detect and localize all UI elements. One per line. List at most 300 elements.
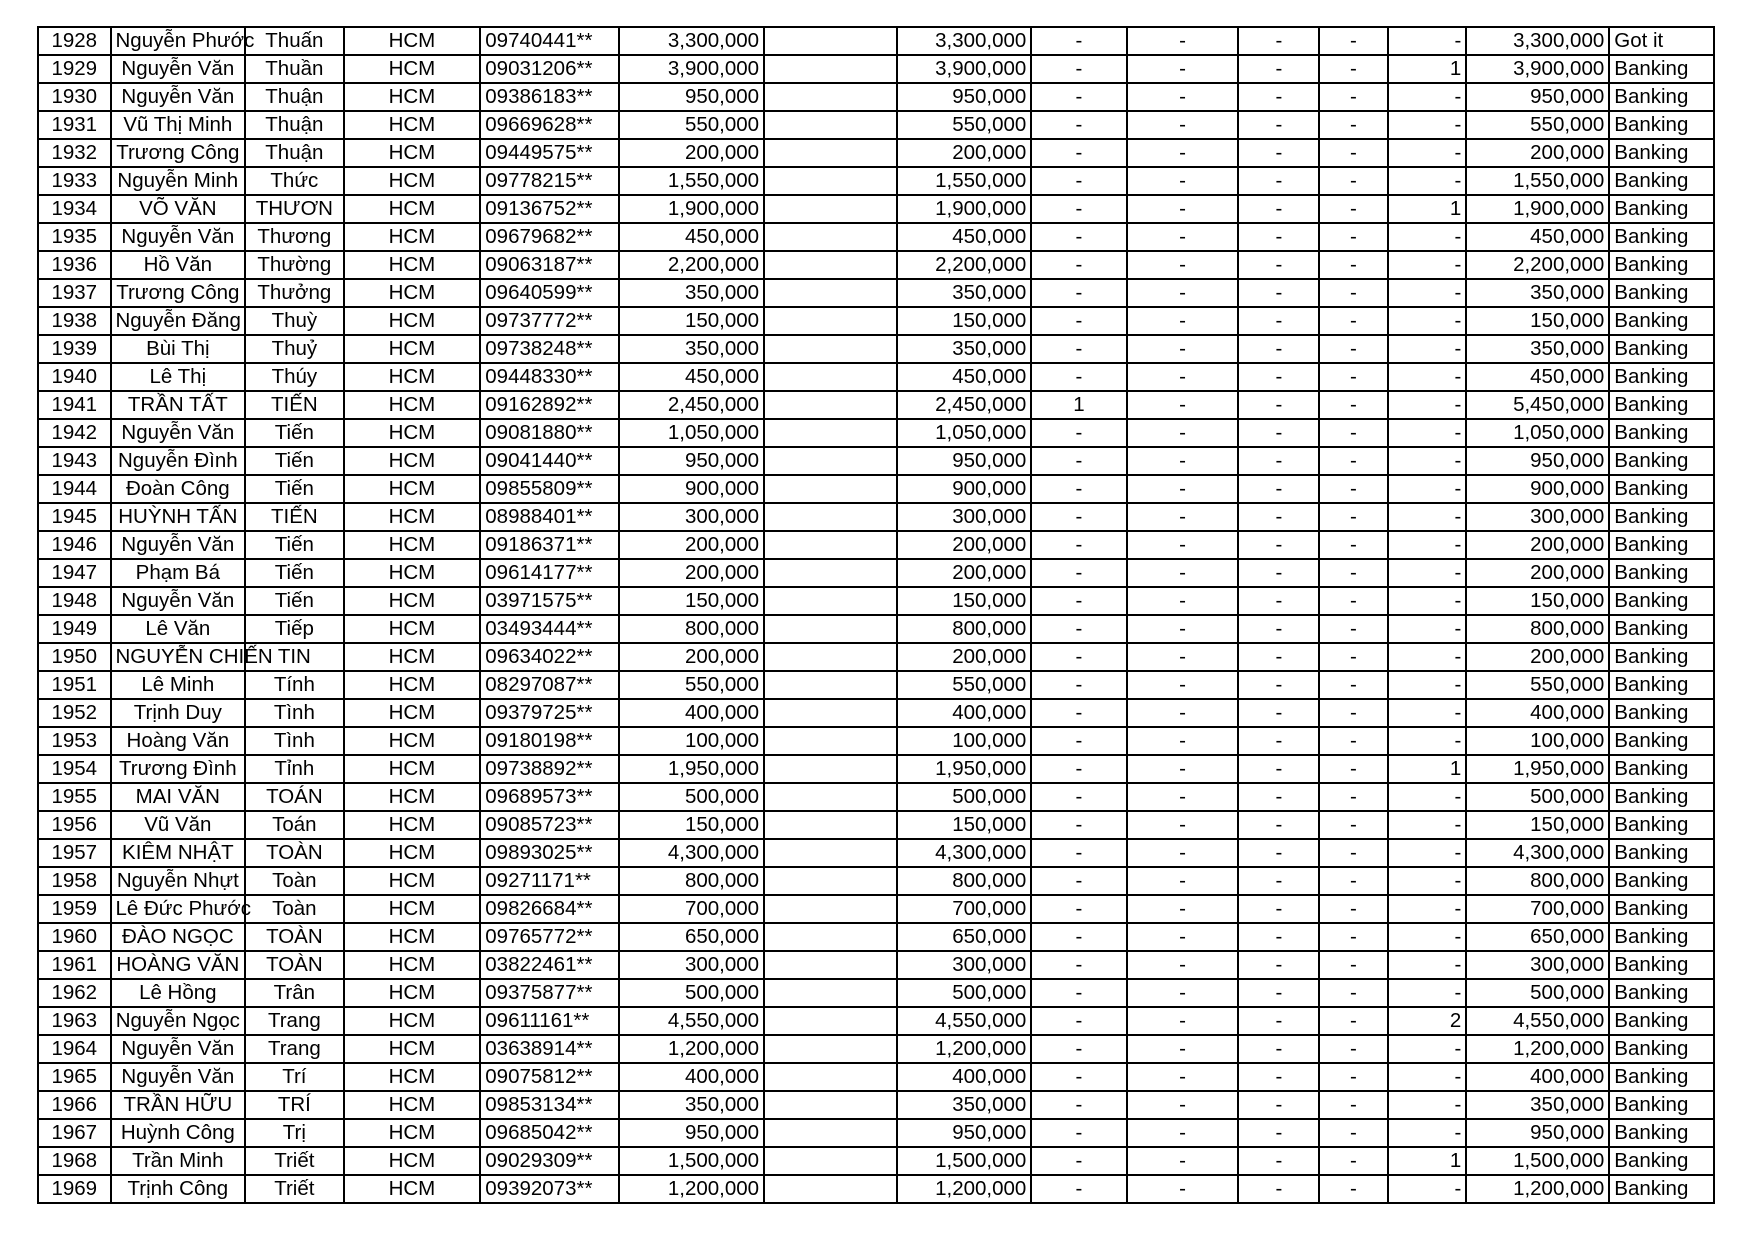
first-name-cell: Thuận (245, 83, 343, 111)
count-d-cell: - (1319, 167, 1387, 195)
amount-cell: 400,000 (619, 699, 764, 727)
phone-cell: 09041440** (480, 447, 619, 475)
count-a-cell: - (1031, 867, 1126, 895)
count-e-cell: 2 (1388, 1007, 1467, 1035)
count-b-cell: - (1127, 55, 1239, 83)
count-c-cell: - (1238, 559, 1319, 587)
table-row (38, 1063, 1714, 1091)
count-e-cell: 1 (1388, 55, 1467, 83)
phone-cell: 09075812** (480, 1063, 619, 1091)
middle-name-cell: HUỲNH TẤN (111, 503, 246, 531)
phone-cell: 09740441** (480, 27, 619, 55)
city-cell: HCM (344, 27, 481, 55)
row-number-cell: 1944 (38, 475, 111, 503)
grand-total-cell: 300,000 (1466, 951, 1609, 979)
table-row (38, 307, 1714, 335)
count-e-cell: 1 (1388, 755, 1467, 783)
count-a-cell: - (1031, 223, 1126, 251)
table-row (38, 251, 1714, 279)
count-e-cell: - (1388, 811, 1467, 839)
count-c-cell: - (1238, 979, 1319, 1007)
count-d-cell: - (1319, 895, 1387, 923)
first-name-cell: TIẾN (245, 391, 343, 419)
count-b-cell: - (1127, 1147, 1239, 1175)
count-a-cell: - (1031, 1175, 1126, 1203)
middle-name-cell: Lê Thị (111, 363, 246, 391)
city-cell: HCM (344, 1119, 481, 1147)
first-name-cell: Thuần (245, 55, 343, 83)
count-d-cell: - (1319, 1063, 1387, 1091)
grand-total-cell: 950,000 (1466, 1119, 1609, 1147)
total-amount-cell: 800,000 (897, 615, 1032, 643)
grand-total-cell: 800,000 (1466, 615, 1609, 643)
grand-total-cell: 700,000 (1466, 895, 1609, 923)
payment-method-cell: Banking (1609, 1007, 1714, 1035)
count-b-cell: - (1127, 1035, 1239, 1063)
count-b-cell: - (1127, 811, 1239, 839)
amount-cell: 1,900,000 (619, 195, 764, 223)
count-b-cell: - (1127, 251, 1239, 279)
total-amount-cell: 2,200,000 (897, 251, 1032, 279)
phone-cell: 09669628** (480, 111, 619, 139)
city-cell: HCM (344, 55, 481, 83)
amount-cell: 500,000 (619, 979, 764, 1007)
count-d-cell: - (1319, 419, 1387, 447)
count-d-cell: - (1319, 55, 1387, 83)
middle-name-cell: Trương Công (111, 139, 246, 167)
blank-cell (764, 755, 897, 783)
count-b-cell: - (1127, 195, 1239, 223)
table-row (38, 419, 1714, 447)
count-b-cell: - (1127, 307, 1239, 335)
first-name-cell: TRÍ (245, 1091, 343, 1119)
row-number-cell: 1966 (38, 1091, 111, 1119)
row-number-cell: 1967 (38, 1119, 111, 1147)
count-d-cell: - (1319, 923, 1387, 951)
amount-cell: 350,000 (619, 1091, 764, 1119)
first-name-cell: TIN (245, 643, 343, 671)
count-b-cell: - (1127, 531, 1239, 559)
blank-cell (764, 27, 897, 55)
count-e-cell: - (1388, 979, 1467, 1007)
grand-total-cell: 3,300,000 (1466, 27, 1609, 55)
city-cell: HCM (344, 475, 481, 503)
first-name-cell: Trị (245, 1119, 343, 1147)
row-number-cell: 1928 (38, 27, 111, 55)
count-a-cell: - (1031, 643, 1126, 671)
count-c-cell: - (1238, 251, 1319, 279)
row-number-cell: 1938 (38, 307, 111, 335)
grand-total-cell: 1,200,000 (1466, 1035, 1609, 1063)
amount-cell: 1,050,000 (619, 419, 764, 447)
city-cell: HCM (344, 83, 481, 111)
grand-total-cell: 200,000 (1466, 139, 1609, 167)
count-e-cell: - (1388, 475, 1467, 503)
count-a-cell: - (1031, 727, 1126, 755)
table-row (38, 111, 1714, 139)
middle-name-cell: Trương Công (111, 279, 246, 307)
middle-name-cell: Nguyễn Văn (111, 223, 246, 251)
phone-cell: 09031206** (480, 55, 619, 83)
middle-name-cell: Lê Minh (111, 671, 246, 699)
city-cell: HCM (344, 111, 481, 139)
count-e-cell: - (1388, 139, 1467, 167)
city-cell: HCM (344, 223, 481, 251)
payment-method-cell: Banking (1609, 1175, 1714, 1203)
count-c-cell: - (1238, 139, 1319, 167)
count-a-cell: - (1031, 811, 1126, 839)
count-e-cell: - (1388, 587, 1467, 615)
count-d-cell: - (1319, 839, 1387, 867)
total-amount-cell: 4,300,000 (897, 839, 1032, 867)
count-a-cell: 1 (1031, 391, 1126, 419)
amount-cell: 200,000 (619, 531, 764, 559)
payment-method-cell: Banking (1609, 727, 1714, 755)
payment-method-cell: Banking (1609, 391, 1714, 419)
city-cell: HCM (344, 951, 481, 979)
payment-method-cell: Banking (1609, 1063, 1714, 1091)
count-b-cell: - (1127, 27, 1239, 55)
grand-total-cell: 900,000 (1466, 475, 1609, 503)
count-c-cell: - (1238, 363, 1319, 391)
payment-method-cell: Banking (1609, 1035, 1714, 1063)
count-c-cell: - (1238, 811, 1319, 839)
count-d-cell: - (1319, 223, 1387, 251)
count-e-cell: - (1388, 895, 1467, 923)
blank-cell (764, 979, 897, 1007)
blank-cell (764, 1035, 897, 1063)
count-d-cell: - (1319, 951, 1387, 979)
first-name-cell: Thuấn (245, 27, 343, 55)
payment-method-cell: Banking (1609, 559, 1714, 587)
middle-name-cell: Nguyễn Đăng (111, 307, 246, 335)
grand-total-cell: 450,000 (1466, 223, 1609, 251)
payment-method-cell: Banking (1609, 783, 1714, 811)
data-table (37, 26, 1715, 1204)
blank-cell (764, 671, 897, 699)
count-c-cell: - (1238, 699, 1319, 727)
grand-total-cell: 150,000 (1466, 307, 1609, 335)
first-name-cell: Toàn (245, 867, 343, 895)
count-d-cell: - (1319, 699, 1387, 727)
phone-cell: 09081880** (480, 419, 619, 447)
blank-cell (764, 251, 897, 279)
phone-cell: 09853134** (480, 1091, 619, 1119)
count-e-cell: - (1388, 643, 1467, 671)
total-amount-cell: 550,000 (897, 671, 1032, 699)
count-c-cell: - (1238, 867, 1319, 895)
count-a-cell: - (1031, 951, 1126, 979)
blank-cell (764, 615, 897, 643)
blank-cell (764, 55, 897, 83)
count-a-cell: - (1031, 111, 1126, 139)
blank-cell (764, 587, 897, 615)
amount-cell: 1,200,000 (619, 1175, 764, 1203)
table-row (38, 727, 1714, 755)
grand-total-cell: 200,000 (1466, 559, 1609, 587)
blank-cell (764, 223, 897, 251)
table-row (38, 1035, 1714, 1063)
count-b-cell: - (1127, 335, 1239, 363)
middle-name-cell: HOÀNG VĂN (111, 951, 246, 979)
phone-cell: 09162892** (480, 391, 619, 419)
total-amount-cell: 200,000 (897, 643, 1032, 671)
city-cell: HCM (344, 867, 481, 895)
middle-name-cell: NGUYỄN CHIẾN (111, 643, 246, 671)
payment-method-cell: Banking (1609, 1147, 1714, 1175)
grand-total-cell: 5,450,000 (1466, 391, 1609, 419)
count-d-cell: - (1319, 307, 1387, 335)
blank-cell (764, 811, 897, 839)
middle-name-cell: Vũ Văn (111, 811, 246, 839)
middle-name-cell: Đoàn Công (111, 475, 246, 503)
total-amount-cell: 1,200,000 (897, 1175, 1032, 1203)
table-row (38, 587, 1714, 615)
first-name-cell: Triết (245, 1147, 343, 1175)
count-d-cell: - (1319, 1175, 1387, 1203)
middle-name-cell: Huỳnh Công (111, 1119, 246, 1147)
total-amount-cell: 800,000 (897, 867, 1032, 895)
count-d-cell: - (1319, 503, 1387, 531)
total-amount-cell: 1,050,000 (897, 419, 1032, 447)
phone-cell: 09737772** (480, 307, 619, 335)
grand-total-cell: 500,000 (1466, 979, 1609, 1007)
amount-cell: 950,000 (619, 1119, 764, 1147)
blank-cell (764, 475, 897, 503)
count-e-cell: - (1388, 1119, 1467, 1147)
row-number-cell: 1952 (38, 699, 111, 727)
payment-method-cell: Banking (1609, 699, 1714, 727)
table-row (38, 139, 1714, 167)
count-e-cell: - (1388, 279, 1467, 307)
blank-cell (764, 307, 897, 335)
total-amount-cell: 3,900,000 (897, 55, 1032, 83)
count-c-cell: - (1238, 671, 1319, 699)
table-row (38, 531, 1714, 559)
count-d-cell: - (1319, 251, 1387, 279)
count-e-cell: - (1388, 671, 1467, 699)
total-amount-cell: 200,000 (897, 139, 1032, 167)
count-e-cell: - (1388, 335, 1467, 363)
count-d-cell: - (1319, 587, 1387, 615)
first-name-cell: Tiến (245, 559, 343, 587)
count-e-cell: - (1388, 867, 1467, 895)
row-number-cell: 1935 (38, 223, 111, 251)
total-amount-cell: 1,500,000 (897, 1147, 1032, 1175)
middle-name-cell: Phạm Bá (111, 559, 246, 587)
count-c-cell: - (1238, 839, 1319, 867)
total-amount-cell: 950,000 (897, 447, 1032, 475)
amount-cell: 1,500,000 (619, 1147, 764, 1175)
payment-method-cell: Banking (1609, 895, 1714, 923)
count-b-cell: - (1127, 363, 1239, 391)
blank-cell (764, 1175, 897, 1203)
payment-method-cell: Banking (1609, 335, 1714, 363)
total-amount-cell: 500,000 (897, 783, 1032, 811)
blank-cell (764, 727, 897, 755)
count-b-cell: - (1127, 783, 1239, 811)
blank-cell (764, 1091, 897, 1119)
city-cell: HCM (344, 1175, 481, 1203)
row-number-cell: 1948 (38, 587, 111, 615)
payment-method-cell: Banking (1609, 55, 1714, 83)
grand-total-cell: 400,000 (1466, 1063, 1609, 1091)
blank-cell (764, 531, 897, 559)
grand-total-cell: 400,000 (1466, 699, 1609, 727)
blank-cell (764, 783, 897, 811)
blank-cell (764, 867, 897, 895)
city-cell: HCM (344, 531, 481, 559)
count-d-cell: - (1319, 1119, 1387, 1147)
count-b-cell: - (1127, 83, 1239, 111)
count-d-cell: - (1319, 1147, 1387, 1175)
grand-total-cell: 550,000 (1466, 671, 1609, 699)
row-number-cell: 1946 (38, 531, 111, 559)
blank-cell (764, 335, 897, 363)
grand-total-cell: 4,550,000 (1466, 1007, 1609, 1035)
grand-total-cell: 350,000 (1466, 1091, 1609, 1119)
middle-name-cell: KIÊM NHẬT (111, 839, 246, 867)
row-number-cell: 1955 (38, 783, 111, 811)
count-a-cell: - (1031, 1035, 1126, 1063)
first-name-cell: Thuỷ (245, 335, 343, 363)
first-name-cell: Thưởng (245, 279, 343, 307)
amount-cell: 1,200,000 (619, 1035, 764, 1063)
phone-cell: 09392073** (480, 1175, 619, 1203)
payment-method-cell: Banking (1609, 867, 1714, 895)
grand-total-cell: 450,000 (1466, 363, 1609, 391)
blank-cell (764, 1007, 897, 1035)
count-e-cell: 1 (1388, 195, 1467, 223)
count-d-cell: - (1319, 475, 1387, 503)
first-name-cell: Trân (245, 979, 343, 1007)
count-d-cell: - (1319, 1007, 1387, 1035)
blank-cell (764, 1119, 897, 1147)
table-row (38, 447, 1714, 475)
amount-cell: 3,900,000 (619, 55, 764, 83)
count-e-cell: - (1388, 223, 1467, 251)
middle-name-cell: Nguyễn Văn (111, 587, 246, 615)
first-name-cell: TOÀN (245, 923, 343, 951)
table-row (38, 951, 1714, 979)
count-b-cell: - (1127, 419, 1239, 447)
middle-name-cell: Nguyễn Phước (111, 27, 246, 55)
table-row (38, 643, 1714, 671)
total-amount-cell: 3,300,000 (897, 27, 1032, 55)
first-name-cell: TOÀN (245, 839, 343, 867)
amount-cell: 4,550,000 (619, 1007, 764, 1035)
city-cell: HCM (344, 167, 481, 195)
first-name-cell: Tình (245, 699, 343, 727)
grand-total-cell: 500,000 (1466, 783, 1609, 811)
count-c-cell: - (1238, 1091, 1319, 1119)
row-number-cell: 1965 (38, 1063, 111, 1091)
table-row (38, 279, 1714, 307)
payment-method-cell: Banking (1609, 811, 1714, 839)
payment-method-cell: Banking (1609, 83, 1714, 111)
count-b-cell: - (1127, 587, 1239, 615)
count-b-cell: - (1127, 1175, 1239, 1203)
row-number-cell: 1931 (38, 111, 111, 139)
middle-name-cell: Nguyễn Ngọc (111, 1007, 246, 1035)
phone-cell: 09063187** (480, 251, 619, 279)
city-cell: HCM (344, 615, 481, 643)
count-d-cell: - (1319, 531, 1387, 559)
city-cell: HCM (344, 419, 481, 447)
table-row (38, 615, 1714, 643)
city-cell: HCM (344, 587, 481, 615)
count-c-cell: - (1238, 643, 1319, 671)
grand-total-cell: 4,300,000 (1466, 839, 1609, 867)
count-a-cell: - (1031, 923, 1126, 951)
row-number-cell: 1951 (38, 671, 111, 699)
payment-method-cell: Banking (1609, 139, 1714, 167)
middle-name-cell: Trương Đình (111, 755, 246, 783)
first-name-cell: Thường (245, 251, 343, 279)
count-b-cell: - (1127, 1063, 1239, 1091)
total-amount-cell: 550,000 (897, 111, 1032, 139)
amount-cell: 2,450,000 (619, 391, 764, 419)
amount-cell: 650,000 (619, 923, 764, 951)
first-name-cell: Tiến (245, 531, 343, 559)
grand-total-cell: 1,200,000 (1466, 1175, 1609, 1203)
middle-name-cell: Vũ Thị Minh (111, 111, 246, 139)
count-b-cell: - (1127, 559, 1239, 587)
first-name-cell: Tiếp (245, 615, 343, 643)
blank-cell (764, 139, 897, 167)
amount-cell: 450,000 (619, 223, 764, 251)
count-d-cell: - (1319, 335, 1387, 363)
row-number-cell: 1939 (38, 335, 111, 363)
payment-method-cell: Banking (1609, 111, 1714, 139)
table-row (38, 559, 1714, 587)
city-cell: HCM (344, 307, 481, 335)
row-number-cell: 1929 (38, 55, 111, 83)
table-row (38, 867, 1714, 895)
table-row (38, 671, 1714, 699)
total-amount-cell: 4,550,000 (897, 1007, 1032, 1035)
amount-cell: 550,000 (619, 671, 764, 699)
blank-cell (764, 923, 897, 951)
first-name-cell: Tiến (245, 475, 343, 503)
count-c-cell: - (1238, 335, 1319, 363)
total-amount-cell: 900,000 (897, 475, 1032, 503)
count-a-cell: - (1031, 251, 1126, 279)
row-number-cell: 1953 (38, 727, 111, 755)
count-c-cell: - (1238, 1007, 1319, 1035)
count-b-cell: - (1127, 167, 1239, 195)
city-cell: HCM (344, 279, 481, 307)
total-amount-cell: 400,000 (897, 1063, 1032, 1091)
middle-name-cell: TRẦN HỮU (111, 1091, 246, 1119)
count-b-cell: - (1127, 839, 1239, 867)
count-a-cell: - (1031, 979, 1126, 1007)
amount-cell: 350,000 (619, 335, 764, 363)
table-row (38, 1147, 1714, 1175)
count-e-cell: - (1388, 503, 1467, 531)
count-c-cell: - (1238, 951, 1319, 979)
count-a-cell: - (1031, 1063, 1126, 1091)
count-c-cell: - (1238, 195, 1319, 223)
count-c-cell: - (1238, 1035, 1319, 1063)
grand-total-cell: 1,550,000 (1466, 167, 1609, 195)
first-name-cell: Thúy (245, 363, 343, 391)
amount-cell: 450,000 (619, 363, 764, 391)
amount-cell: 950,000 (619, 447, 764, 475)
count-b-cell: - (1127, 643, 1239, 671)
table-row (38, 83, 1714, 111)
row-number-cell: 1963 (38, 1007, 111, 1035)
